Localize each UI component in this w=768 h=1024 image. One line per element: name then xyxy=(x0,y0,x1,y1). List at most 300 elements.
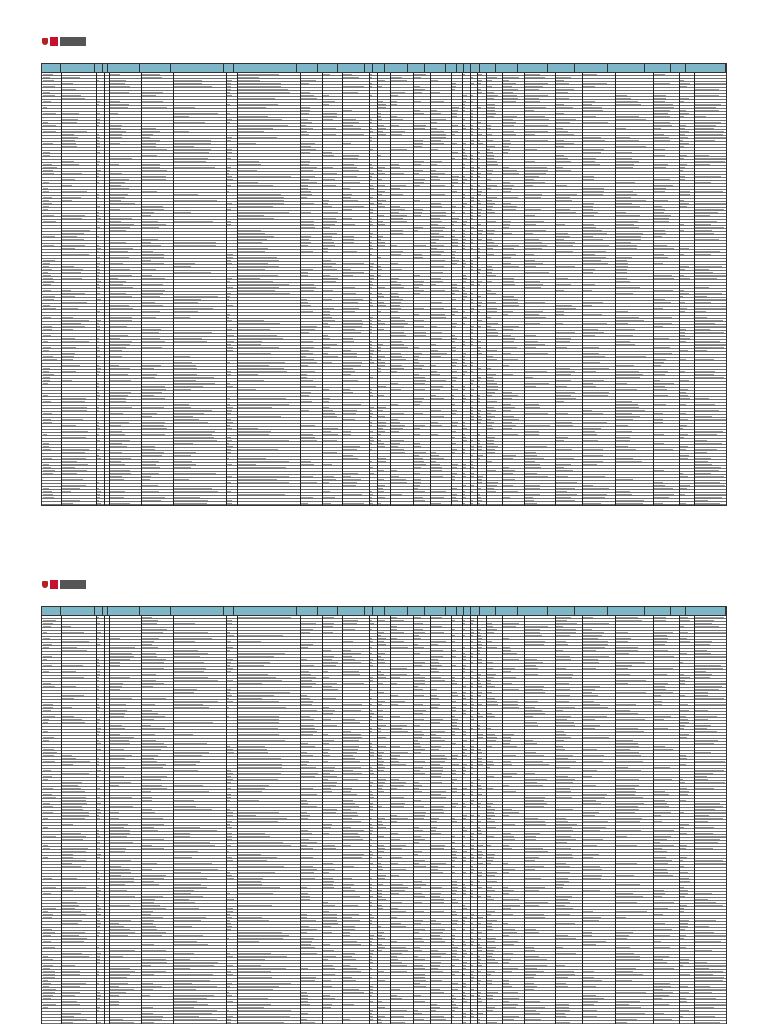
cell-text xyxy=(583,686,600,687)
cell-text xyxy=(583,323,607,324)
cell-text xyxy=(487,425,492,426)
cell-text xyxy=(378,782,385,783)
cell-text xyxy=(343,365,361,366)
cell-text xyxy=(142,971,166,972)
cell-text xyxy=(478,932,482,933)
cell-text xyxy=(487,470,496,471)
cell-text xyxy=(680,428,683,429)
cell-text xyxy=(463,371,467,372)
cell-text xyxy=(97,953,101,954)
cell-text xyxy=(503,209,516,210)
cell-text xyxy=(695,941,721,942)
cell-text xyxy=(62,338,75,339)
cell-text xyxy=(301,698,310,699)
cell-text xyxy=(142,944,154,945)
cell-text xyxy=(503,422,512,423)
cell-text xyxy=(487,272,492,273)
cell-text xyxy=(110,251,128,252)
cell-text xyxy=(463,422,465,423)
cell-text xyxy=(227,1016,233,1017)
cell-text xyxy=(301,194,312,195)
cell-text xyxy=(378,638,386,639)
cell-text xyxy=(227,926,232,927)
cell-text xyxy=(680,800,686,801)
cell-text xyxy=(343,656,352,657)
cell-text xyxy=(97,323,99,324)
cell-text xyxy=(343,827,351,828)
cell-text xyxy=(478,269,481,270)
cell-text xyxy=(301,776,315,777)
header-cell xyxy=(224,607,235,615)
cell-text xyxy=(391,233,403,234)
cell-text xyxy=(301,167,317,168)
cell-text xyxy=(654,860,672,861)
cell-text xyxy=(391,971,407,972)
cell-text xyxy=(301,872,314,873)
cell-text xyxy=(452,806,456,807)
cell-text xyxy=(452,956,456,957)
cell-text xyxy=(431,941,445,942)
cell-text xyxy=(414,1010,418,1011)
cell-text xyxy=(487,923,492,924)
cell-text xyxy=(431,464,440,465)
cell-text xyxy=(301,629,313,630)
cell-text xyxy=(301,761,309,762)
cell-text xyxy=(463,197,465,198)
cell-text xyxy=(227,851,229,852)
cell-text xyxy=(525,950,535,951)
cell-text xyxy=(174,656,200,657)
cell-text xyxy=(471,923,473,924)
cell-text xyxy=(62,113,79,114)
cell-text xyxy=(487,1007,495,1008)
cell-text xyxy=(471,218,473,219)
cell-text xyxy=(391,95,398,96)
cell-text xyxy=(227,305,233,306)
cell-text xyxy=(301,764,307,765)
cell-text xyxy=(478,983,480,984)
cell-text xyxy=(431,872,443,873)
cell-text xyxy=(463,923,465,924)
cell-text xyxy=(110,461,121,462)
cell-text xyxy=(616,329,635,330)
cell-text xyxy=(583,215,594,216)
cell-text xyxy=(227,329,232,330)
cell-text xyxy=(378,470,384,471)
cell-text xyxy=(503,737,511,738)
cell-text xyxy=(174,869,218,870)
cell-text xyxy=(556,965,565,966)
cell-text xyxy=(238,740,285,741)
cell-text xyxy=(323,389,329,390)
cell-text xyxy=(503,404,511,405)
cell-text xyxy=(525,755,544,756)
cell-text xyxy=(654,191,665,192)
cell-text xyxy=(323,986,332,987)
cell-text xyxy=(174,413,204,414)
cell-text xyxy=(616,806,638,807)
cell-text xyxy=(110,464,125,465)
cell-text xyxy=(142,167,160,168)
cell-text xyxy=(227,899,234,900)
cell-text xyxy=(174,140,211,141)
cell-text xyxy=(616,140,639,141)
cell-text xyxy=(238,887,280,888)
cell-text xyxy=(227,410,232,411)
cell-text xyxy=(471,698,473,699)
cell-text xyxy=(463,467,466,468)
cell-text xyxy=(142,653,156,654)
cell-text xyxy=(370,353,373,354)
cell-text xyxy=(414,986,426,987)
cell-text xyxy=(301,941,312,942)
cell-text xyxy=(62,923,78,924)
cell-text xyxy=(556,977,568,978)
cell-text xyxy=(97,497,100,498)
cell-text xyxy=(583,224,594,225)
cell-text xyxy=(227,986,230,987)
header-cell xyxy=(95,64,103,72)
cell-text xyxy=(227,347,233,348)
cell-text xyxy=(463,965,466,966)
cell-text xyxy=(343,926,355,927)
cell-text xyxy=(695,125,716,126)
cell-text xyxy=(62,932,85,933)
cell-text xyxy=(238,989,273,990)
cell-text xyxy=(301,401,312,402)
cell-text xyxy=(370,938,373,939)
cell-text xyxy=(695,773,713,774)
cell-text xyxy=(174,332,212,333)
cell-text xyxy=(43,998,51,999)
cell-text xyxy=(174,806,196,807)
cell-text xyxy=(62,719,82,720)
cell-text xyxy=(110,827,124,828)
cell-text xyxy=(654,959,663,960)
cell-text xyxy=(616,935,629,936)
cell-text xyxy=(110,956,123,957)
cell-text xyxy=(370,83,372,84)
cell-text xyxy=(695,287,709,288)
cell-text xyxy=(238,857,277,858)
cell-text xyxy=(471,872,473,873)
cell-text xyxy=(323,482,329,483)
cell-text xyxy=(616,797,643,798)
cell-text xyxy=(654,389,667,390)
cell-text xyxy=(174,383,215,384)
cell-text xyxy=(227,350,233,351)
cell-text xyxy=(43,935,51,936)
cell-text xyxy=(616,203,632,204)
cell-text xyxy=(110,683,123,684)
cell-text xyxy=(616,191,633,192)
cell-text xyxy=(503,101,516,102)
cell-text xyxy=(110,158,132,159)
cell-text xyxy=(378,896,382,897)
cell-text xyxy=(431,254,441,255)
cell-text xyxy=(452,791,457,792)
cell-text xyxy=(525,284,543,285)
cell-text xyxy=(343,641,353,642)
cell-text xyxy=(43,893,51,894)
cell-text xyxy=(301,914,307,915)
cell-text xyxy=(62,503,73,504)
cell-text xyxy=(43,95,55,96)
cell-text xyxy=(62,866,81,867)
cell-text xyxy=(680,194,690,195)
cell-text xyxy=(238,389,256,390)
cell-text xyxy=(525,989,534,990)
cell-text xyxy=(142,155,157,156)
cell-text xyxy=(343,200,358,201)
cell-text xyxy=(174,1004,208,1005)
cell-text xyxy=(343,311,355,312)
cell-text xyxy=(525,344,545,345)
header-cell xyxy=(496,607,518,615)
cell-text xyxy=(680,632,688,633)
cell-text xyxy=(525,752,536,753)
cell-text xyxy=(343,956,352,957)
cell-text xyxy=(463,908,467,909)
cell-text xyxy=(174,791,209,792)
cell-text xyxy=(414,161,424,162)
cell-text xyxy=(556,986,568,987)
cell-text xyxy=(583,152,601,153)
cell-text xyxy=(583,707,608,708)
cell-text xyxy=(323,212,338,213)
cell-text xyxy=(110,743,130,744)
cell-text xyxy=(431,704,440,705)
cell-text xyxy=(323,266,332,267)
cell-text xyxy=(238,368,284,369)
cell-text xyxy=(471,485,474,486)
cell-text xyxy=(414,404,420,405)
cell-text xyxy=(503,986,512,987)
cell-text xyxy=(238,353,271,354)
cell-text xyxy=(452,290,459,291)
cell-text xyxy=(478,815,480,816)
cell-text xyxy=(583,689,595,690)
cell-text xyxy=(323,659,332,660)
cell-text xyxy=(487,929,493,930)
cell-text xyxy=(301,290,314,291)
cell-text xyxy=(43,443,49,444)
cell-text xyxy=(463,245,465,246)
cell-text xyxy=(463,695,465,696)
cell-text xyxy=(301,179,309,180)
cell-text xyxy=(556,863,566,864)
cell-text xyxy=(654,83,670,84)
cell-text xyxy=(487,746,492,747)
cell-text xyxy=(556,779,575,780)
cell-text xyxy=(227,773,233,774)
cell-text xyxy=(343,959,356,960)
cell-text xyxy=(301,110,310,111)
cell-text xyxy=(654,641,667,642)
cell-text xyxy=(174,668,206,669)
cell-text xyxy=(43,722,48,723)
cell-text xyxy=(654,218,669,219)
cell-text xyxy=(431,749,439,750)
cell-text xyxy=(370,440,374,441)
cell-text xyxy=(478,737,483,738)
cell-text xyxy=(654,383,674,384)
cell-text xyxy=(680,476,688,477)
cell-text xyxy=(525,977,534,978)
cell-text xyxy=(301,395,309,396)
cell-text xyxy=(110,347,126,348)
cell-text xyxy=(343,857,362,858)
cell-text xyxy=(695,1022,720,1023)
cell-text xyxy=(227,746,230,747)
cell-text xyxy=(680,998,686,999)
cell-text xyxy=(616,779,639,780)
cell-text xyxy=(452,722,457,723)
cell-text xyxy=(616,197,631,198)
cell-text xyxy=(142,788,167,789)
cell-text xyxy=(142,1019,162,1020)
cell-text xyxy=(62,809,83,810)
cell-text xyxy=(695,656,727,657)
cell-text xyxy=(378,347,381,348)
cell-text xyxy=(695,323,715,324)
cell-text xyxy=(471,848,474,849)
cell-text xyxy=(478,302,482,303)
cell-text xyxy=(62,818,85,819)
cell-text xyxy=(463,686,466,687)
cell-text xyxy=(463,164,465,165)
cell-text xyxy=(695,419,727,420)
cell-text xyxy=(378,428,383,429)
cell-text xyxy=(238,137,277,138)
cell-text xyxy=(370,149,373,150)
cell-text xyxy=(478,233,482,234)
cell-text xyxy=(323,1007,331,1008)
cell-text xyxy=(301,899,310,900)
cell-text xyxy=(616,932,633,933)
cell-text xyxy=(583,101,595,102)
cell-text xyxy=(391,188,400,189)
cell-text xyxy=(556,368,570,369)
cell-text xyxy=(471,719,474,720)
cell-text xyxy=(503,152,508,153)
cell-text xyxy=(301,1001,308,1002)
cell-text xyxy=(680,626,684,627)
cell-text xyxy=(431,308,444,309)
cell-text xyxy=(487,449,495,450)
cell-text xyxy=(503,872,509,873)
cell-text xyxy=(97,134,99,135)
cell-text xyxy=(680,413,686,414)
cell-text xyxy=(478,965,482,966)
cell-text xyxy=(378,863,381,864)
cell-text xyxy=(323,683,337,684)
cell-text xyxy=(142,800,152,801)
cell-text xyxy=(452,692,457,693)
cell-text xyxy=(414,761,425,762)
cell-text xyxy=(654,779,672,780)
cell-text xyxy=(97,146,100,147)
cell-text xyxy=(174,368,197,369)
cell-text xyxy=(142,818,163,819)
cell-text xyxy=(370,344,372,345)
cell-text xyxy=(471,884,473,885)
cell-text xyxy=(452,728,459,729)
cell-text xyxy=(238,833,265,834)
cell-text xyxy=(695,752,711,753)
cell-text xyxy=(378,125,384,126)
header-cell xyxy=(425,64,446,72)
cell-text xyxy=(478,821,481,822)
cell-text xyxy=(471,803,473,804)
cell-text xyxy=(142,986,162,987)
cell-text xyxy=(503,650,511,651)
cell-text xyxy=(503,263,511,264)
cell-text xyxy=(471,170,474,171)
cell-text xyxy=(503,182,510,183)
cell-text xyxy=(452,362,457,363)
cell-text xyxy=(97,269,100,270)
cell-text xyxy=(142,638,159,639)
cell-text xyxy=(695,650,707,651)
cell-text xyxy=(97,830,99,831)
cell-text xyxy=(556,677,572,678)
cell-text xyxy=(43,422,52,423)
cell-text xyxy=(478,632,480,633)
cell-text xyxy=(680,398,690,399)
cell-text xyxy=(227,857,232,858)
cell-text xyxy=(43,914,53,915)
cell-text xyxy=(556,974,575,975)
cell-text xyxy=(301,245,308,246)
cell-text xyxy=(110,356,122,357)
cell-text xyxy=(227,800,230,801)
cell-text xyxy=(110,833,130,834)
cell-text xyxy=(323,863,333,864)
column-divider xyxy=(104,73,105,506)
cell-text xyxy=(97,428,100,429)
cell-text xyxy=(556,347,567,348)
cell-text xyxy=(62,467,75,468)
cell-text xyxy=(323,452,337,453)
cell-text xyxy=(174,980,210,981)
cell-text xyxy=(343,251,357,252)
cell-text xyxy=(583,302,603,303)
cell-text xyxy=(583,356,605,357)
cell-text xyxy=(174,650,198,651)
cell-text xyxy=(391,728,402,729)
cell-text xyxy=(110,977,127,978)
cell-text xyxy=(431,224,438,225)
header-cell xyxy=(373,64,386,72)
cell-text xyxy=(471,974,473,975)
cell-text xyxy=(471,455,473,456)
cell-text xyxy=(463,248,465,249)
cell-text xyxy=(174,899,189,900)
cell-text xyxy=(471,749,474,750)
cell-text xyxy=(370,641,373,642)
cell-text xyxy=(414,920,423,921)
cell-text xyxy=(583,230,602,231)
cell-text xyxy=(391,965,407,966)
cell-text xyxy=(616,236,641,237)
cell-text xyxy=(343,839,363,840)
cell-text xyxy=(43,665,52,666)
cell-text xyxy=(378,323,385,324)
cell-text xyxy=(654,362,664,363)
cell-text xyxy=(343,362,362,363)
cell-text xyxy=(110,884,125,885)
